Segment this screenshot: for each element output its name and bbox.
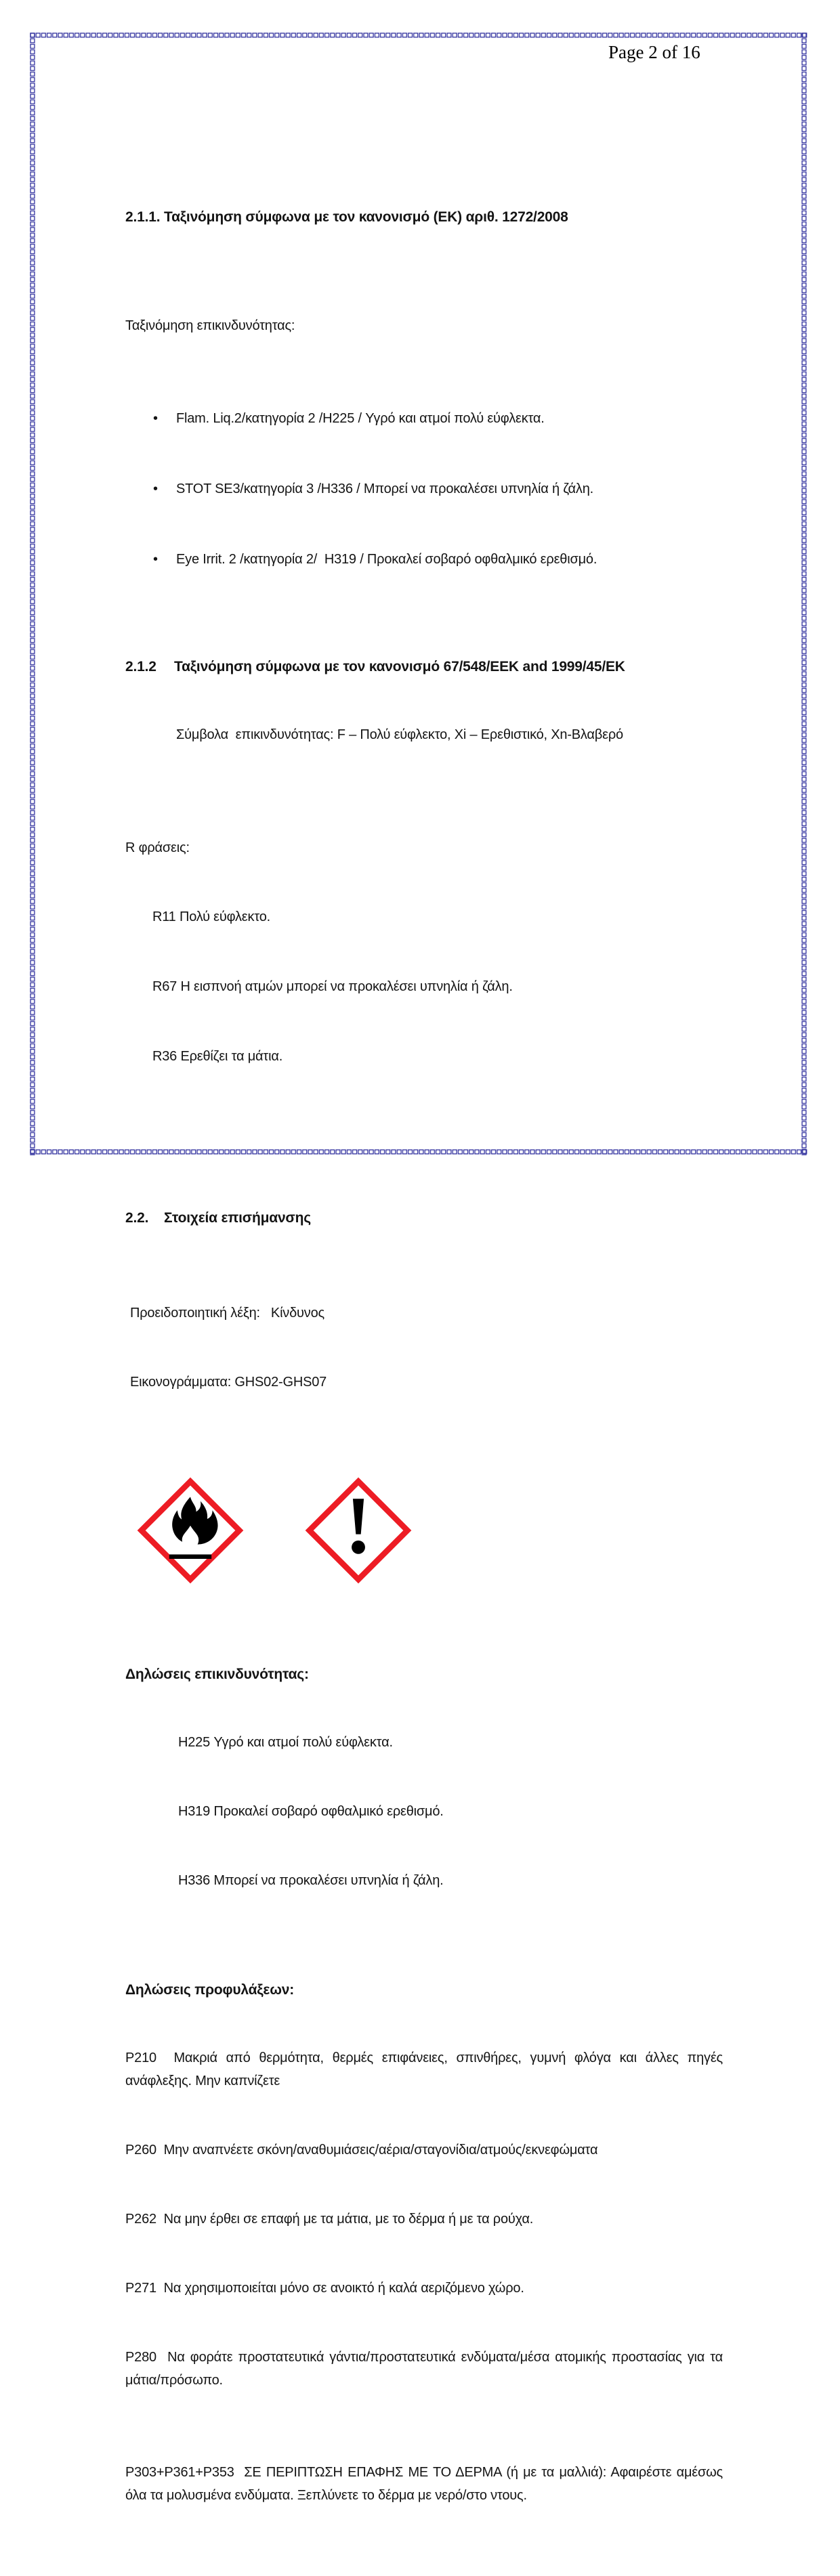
signal-word-line: Προειδοποιητική λέξη: Κίνδυνος (130, 1306, 324, 1321)
hazard-statement: H319 Προκαλεί σοβαρό οφθαλμικό ερεθισμό. (178, 1804, 444, 1819)
classification-bullet (125, 477, 723, 501)
precautionary-statement: P271 Να χρησιμοποιείται μόνο σε ανοικτό ή καλά αεριζόμενο χώρο. (125, 2281, 524, 2296)
document-body (125, 0, 727, 2576)
ghs07-exclamation-pictogram-icon (306, 1478, 411, 1583)
bullet-icon: • (153, 411, 158, 426)
r-phrases-label: R φράσεις: (125, 840, 190, 855)
ghs02-flame-pictogram-icon (138, 1478, 243, 1583)
ghs-pictograms-row (125, 1478, 723, 1585)
section-title: Ταξινόμηση σύμφωνα με τον κανονισμό 67/548/ΕΕΚ and 1999/45/ΕΚ (174, 659, 625, 674)
decorative-border-right (801, 33, 807, 1155)
hazard-statement: H336 Μπορεί να προκαλέσει υπνηλία ή ζάλη. (178, 1873, 444, 1888)
classification-intro: Ταξινόμηση επικινδυνότητας: (125, 318, 295, 333)
r-phrase: R36 Ερεθίζει τα μάτια. (152, 1049, 283, 1064)
hazard-statements-label: Δηλώσεις επικινδυνότητας: (125, 1667, 309, 1682)
precautionary-statements-label: Δηλώσεις προφυλάξεων: (125, 1982, 295, 1998)
symbols-line: Σύμβολα επικινδυνότητας: F – Πολύ εύφλεκτο, Xi – Ερεθιστικό, Xn-Βλαβερό (176, 727, 623, 742)
heading-2-2 (125, 1208, 723, 1228)
bullet-text: Flam. Liq.2/κατηγορία 2 /H225 / Υγρό και ατμοί πολύ εύφλεκτα. (176, 411, 545, 426)
heading-2-1-2 (125, 657, 723, 677)
section-number: 2.1.1. (125, 209, 161, 225)
precautionary-statement: P262 Να μην έρθει σε επαφή με τα μάτια, με το δέρμα ή με τα ρούχα. (125, 2212, 534, 2227)
page-number: Page 2 of 16 (608, 42, 700, 62)
r-phrase: R67 Η εισπνοή ατμών μπορεί να προκαλέσει υπνηλία ή ζάλη. (152, 979, 513, 994)
pictograms-line: Εικονογράμματα: GHS02-GHS07 (130, 1375, 327, 1390)
section-title: Στοιχεία επισήμανσης (164, 1210, 311, 1226)
hazard-statement: H225 Υγρό και ατμοί πολύ εύφλεκτα. (178, 1735, 393, 1750)
bullet-icon: • (153, 481, 158, 496)
section-title: Ταξινόμηση σύμφωνα με τον κανονισμό (ΕΚ) αριθ. 1272/2008 (164, 209, 568, 225)
decorative-border-left (30, 33, 36, 1155)
precautionary-statement: P280 Να φοράτε προστατευτικά γάντια/προστατευτικά ενδύματα/μέσα ατομικής προστασίας για τα μάτια/πρόσωπο. (125, 2350, 727, 2388)
section-number: 2.2. (125, 1210, 149, 1226)
classification-bullet (125, 406, 723, 431)
r-phrase: R11 Πολύ εύφλεκτο. (152, 909, 271, 924)
classification-bullet (125, 547, 723, 572)
bullet-icon: • (153, 552, 158, 567)
section-number: 2.1.2 (125, 659, 156, 674)
combined-precautionary-statement: P303+P361+P353 ΣΕ ΠΕΡΙΠΤΩΣΗ ΕΠΑΦΗΣ ΜΕ ΤΟ ΔΕΡΜΑ (ή με τα μαλλιά): Αφαιρέστε αμέσως όλα τα μολυσμένα ενδύματα. Ξεπλύνετε το δέρμα με νερό/στο ντους. (125, 2465, 727, 2503)
precautionary-statement: P210 Μακριά από θερμότητα, θερμές επιφάνειες, σπινθήρες, γυμνή φλόγα και άλλες πηγές ανάφλεξης. Μην καπνίζετε (125, 2051, 727, 2088)
precautionary-statement: P260 Μην αναπνέετε σκόνη/αναθυμιάσεις/αέρια/σταγονίδια/ατμούς/εκνεφώματα (125, 2143, 598, 2158)
bullet-text: STOT SE3/κατηγορία 3 /H336 / Μπορεί να προκαλέσει υπνηλία ή ζάλη. (176, 481, 593, 496)
bullet-text: Eye Irrit. 2 /κατηγορία 2/ H319 / Προκαλεί σοβαρό οφθαλμικό ερεθισμό. (176, 552, 597, 567)
heading-2-1-1 (125, 207, 723, 228)
